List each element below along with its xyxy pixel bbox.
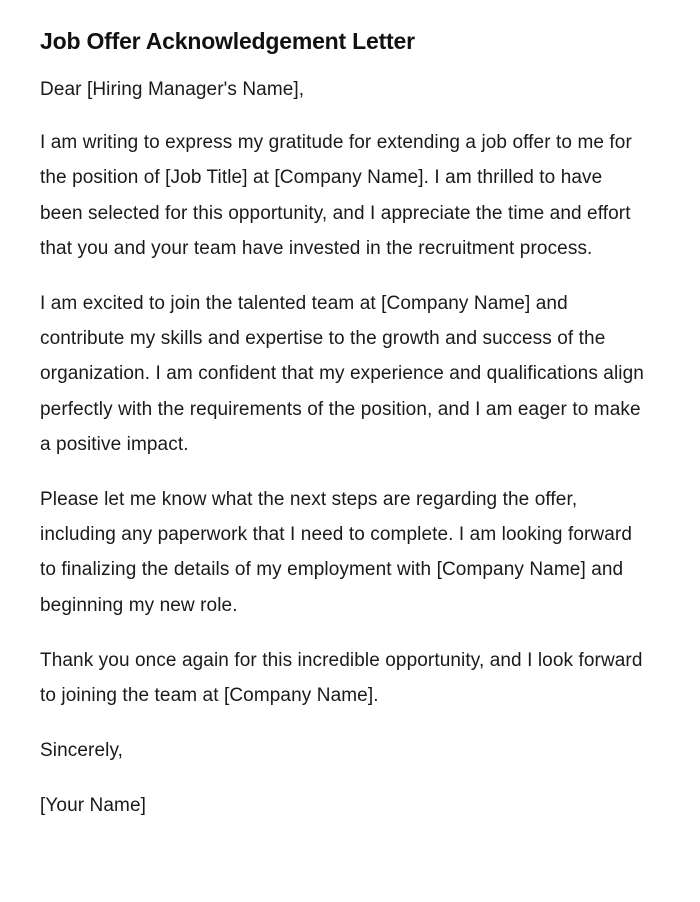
letter-page xyxy=(40,24,644,844)
body-paragraph-2: I am excited to join the talented team at [Company Name] and contribute my skills and expertise to the growth and success of the organization. I am confident that my experience and qualifications align perfectly with the requirements of the position, and I am eager to make a positive impact. xyxy=(40,293,644,455)
body-paragraph-1: I am writing to express my gratitude for extending a job offer to me for the position of [Job Title] at [Company Name]. I am thrilled to have been selected for this opportunity, and I appreciate the time and effort that you and your team have invested in the recruitment process. xyxy=(40,132,632,259)
body-paragraph-3: Please let me know what the next steps are regarding the offer, including any paperwork that I need to complete. I am looking forward to finalizing the details of my employment with [Company Name] and beginning my new role. xyxy=(40,489,633,616)
body-paragraph-4: Thank you once again for this incredible opportunity, and I look forward to joining the team at [Company Name]. xyxy=(40,649,643,707)
signature: [Your Name] xyxy=(40,795,147,817)
salutation: Dear [Hiring Manager's Name], xyxy=(40,79,305,100)
closing: Sincerely, xyxy=(40,740,124,762)
letter-title: Job Offer Acknowledgement Letter xyxy=(40,28,415,54)
